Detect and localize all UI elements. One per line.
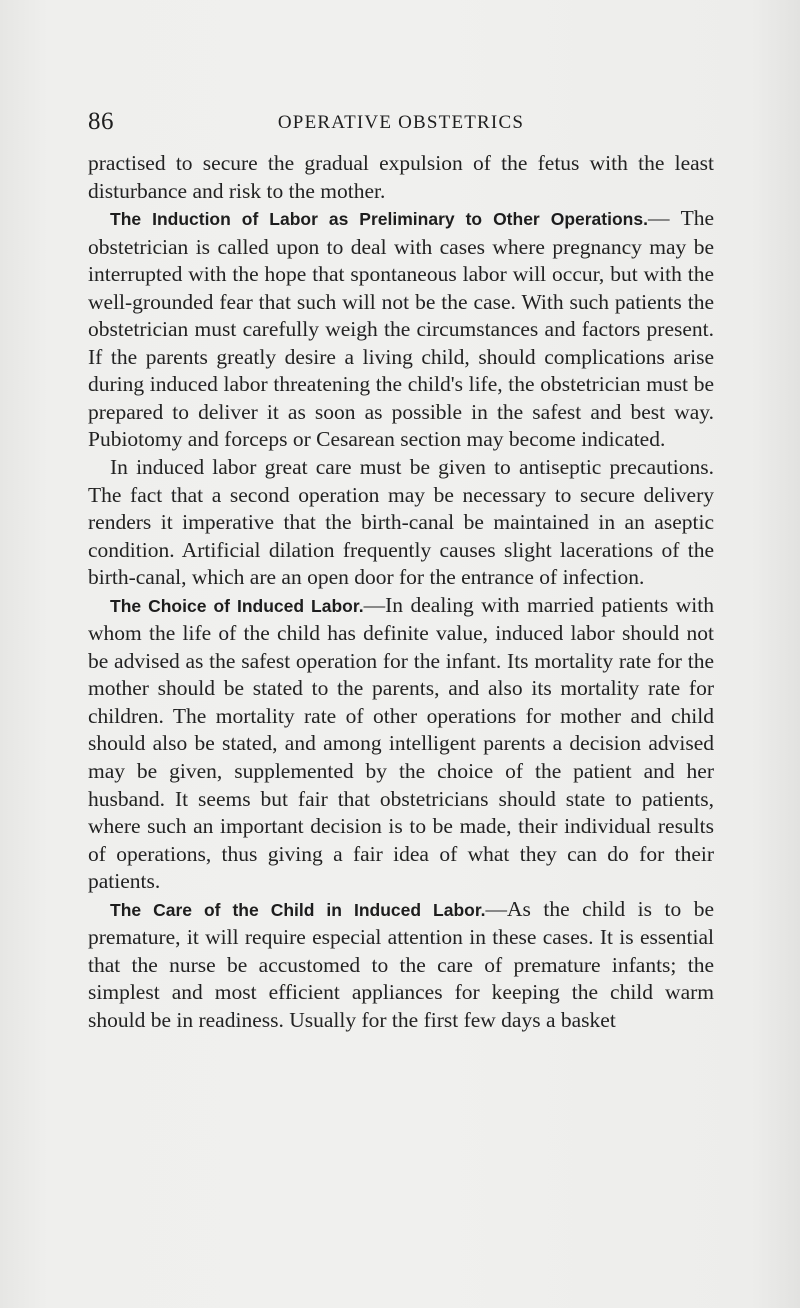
paragraph-continuation: [88, 150, 714, 205]
section-heading-induction-preliminary: The Induction of Labor as Preliminary to Other Operations.: [110, 209, 648, 230]
paragraph-text: practised to secure the gradual expulsion of the fetus with the least disturbance and risk to the mother.: [88, 151, 714, 203]
paragraph-choice-induced-labor: [88, 592, 714, 896]
paragraph-text: In induced labor great care must be given to antiseptic precautions. The fact that a second operation may be necessary to secure delivery renders it imperative that the birth-canal be maintained in an aseptic condition. Artificial dilation frequently causes slight lacerations of the birth-canal, which are an open door for the entrance of infection.: [88, 455, 714, 590]
paragraph-antiseptic-precautions: [88, 454, 714, 592]
section-heading-care-of-child: The Care of the Child in Induced Labor.: [110, 899, 486, 920]
paragraph-induction-preliminary: [88, 205, 714, 454]
page-header: [88, 108, 714, 144]
paragraph-care-of-child: [88, 896, 714, 1035]
paragraph-text: — The obstetrician is called upon to deal with cases where pregnancy may be interrupted with the hope that spontaneous labor will occur, but with the well-grounded fear that such will not be the case. With such patients the obstetrician must carefully weigh the circumstances and factors present. If the parents greatly desire a living child, should complications arise during induced labor threatening the child's life, the obstetrician must be prepared to deliver it as soon as possible in the safest and best way. Pubiotomy and forceps or Cesarean section may become indicated.: [88, 206, 714, 452]
section-heading-choice-induced-labor: The Choice of Induced Labor.: [110, 595, 364, 616]
running-head: OPERATIVE OBSTETRICS: [277, 112, 525, 133]
paragraph-text: —In dealing with married patients with whom the life of the child has definite value, induced labor should not be advised as the safest operation for the infant. Its mortality rate for the mother should be stated to the parents, and also its mortality rate for children. The mortality rate of other operations for mother and child should also be stated, and among intelligent parents a decision advised may be given, supplemented by the choice of the patient and her husband. It seems but fair that obstetricians should state to patients, where such an important decision is to be made, their individual results of operations, thus giving a fair idea of what they can do for their patients.: [88, 592, 714, 894]
body-text: [88, 150, 714, 1035]
paragraph-text: —As the child is to be premature, it will require especial attention in these cases. It is essential that the nurse be accustomed to the care of premature infants; the simplest and most efficient appliances for keeping the child warm should be in readiness. Usually for the first few days a basket: [88, 896, 714, 1032]
page-number: 86: [88, 108, 114, 135]
